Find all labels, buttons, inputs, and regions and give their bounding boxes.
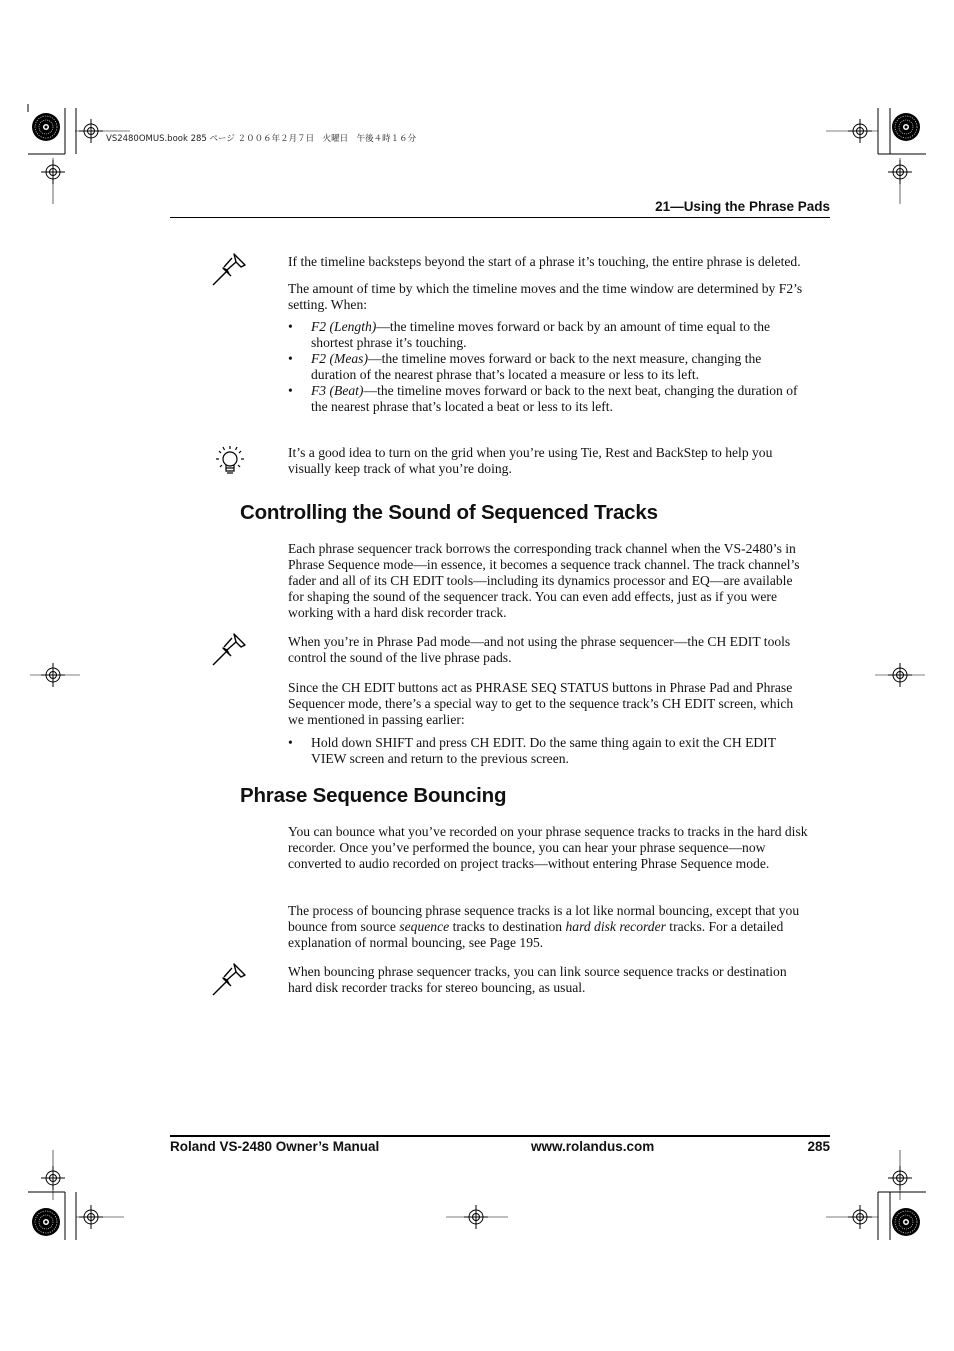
note-block-1 bbox=[288, 254, 808, 415]
section-heading: Controlling the Sound of Sequenced Tracks bbox=[240, 501, 658, 524]
header-rule bbox=[170, 217, 830, 218]
list-item: • F2 (Meas)—the timeline moves forward or back to the next measure, changing the duration of the nearest phrase that’s located a measure or less to its left. bbox=[288, 351, 762, 382]
footer-url: www.rolandus.com bbox=[531, 1139, 655, 1154]
term: F2 (Meas) bbox=[311, 351, 368, 366]
section-heading: Phrase Sequence Bouncing bbox=[240, 784, 507, 807]
paragraph: The process of bouncing phrase sequence tracks is a lot like normal bouncing, except that you bounce from source sequence tracks to destination hard disk recorder tracks. For a detailed explanation of normal bouncing, see Page 195. bbox=[288, 903, 800, 950]
paragraph: Since the CH EDIT buttons act as PHRASE SEQ STATUS buttons in Phrase Pad and Phrase Sequencer mode, there’s a special way to get to the sequence track’s CH EDIT screen, which we mentioned in passing earlier: bbox=[288, 680, 794, 727]
note-text: When you’re in Phrase Pad mode—and not using the phrase sequencer—the CH EDIT tools control the sound of the live phrase pads. bbox=[288, 634, 791, 665]
footer-rule bbox=[170, 1135, 830, 1137]
term: F3 (Beat) bbox=[311, 383, 364, 398]
page-number: 285 bbox=[807, 1139, 830, 1154]
list-item: • F3 (Beat)—the timeline moves forward or back to the next beat, changing the duration of the nearest phrase that’s located a beat or less to its left. bbox=[288, 383, 798, 414]
tip-text: It’s a good idea to turn on the grid when you’re using Tie, Rest and BackStep to help you visually keep track of what you’re doing. bbox=[288, 445, 773, 476]
bullet-list bbox=[288, 319, 808, 415]
note-text: If the timeline backsteps beyond the start of a phrase it’s touching, the entire phrase is deleted. bbox=[288, 254, 801, 269]
paragraph: The amount of time by which the timeline moves and the time window are determined by F2’s setting. When: bbox=[288, 281, 803, 312]
list-item: • Hold down SHIFT and press CH EDIT. Do the same thing again to exit the CH EDIT VIEW screen and return to the previous screen. bbox=[288, 735, 776, 766]
term: F2 (Length) bbox=[311, 319, 377, 334]
pushpin-note-icon bbox=[210, 252, 248, 288]
print-info-line: VS2480OMUS.book 285 ページ ２００６年２月７日 火曜日 午後４時１６分 bbox=[106, 134, 417, 144]
running-head: 21—Using the Phrase Pads bbox=[655, 199, 830, 214]
note-text: When bouncing phrase sequencer tracks, you can link source sequence tracks or destination hard disk recorder tracks for stereo bouncing, as usual. bbox=[288, 964, 787, 995]
lightbulb-tip-icon bbox=[212, 443, 246, 479]
pushpin-note-icon bbox=[210, 632, 248, 668]
pushpin-note-icon bbox=[210, 962, 248, 998]
footer-manual-title: Roland VS-2480 Owner’s Manual bbox=[170, 1139, 380, 1154]
list-item: • F2 (Length)—the timeline moves forward or back by an amount of time equal to the shortest phrase it’s touching. bbox=[288, 319, 771, 350]
paragraph: Each phrase sequencer track borrows the corresponding track channel when the VS-2480’s in Phrase Sequence mode—in essence, it becomes a sequence track channel. The track channel’s fader and all of its CH EDIT tools—including its dynamics processor and EQ—are available for shaping the sound of the sequencer track. You can even add effects, just as if you were working with a hard disk recorder track. bbox=[288, 541, 800, 620]
paragraph: You can bounce what you’ve recorded on your phrase sequence tracks to tracks in the hard disk recorder. Once you’ve performed the bounce, you can hear your phrase sequence—now converted to audio recorded on project tracks—without entering Phrase Sequence mode. bbox=[288, 824, 808, 871]
bullet-list bbox=[288, 735, 808, 767]
